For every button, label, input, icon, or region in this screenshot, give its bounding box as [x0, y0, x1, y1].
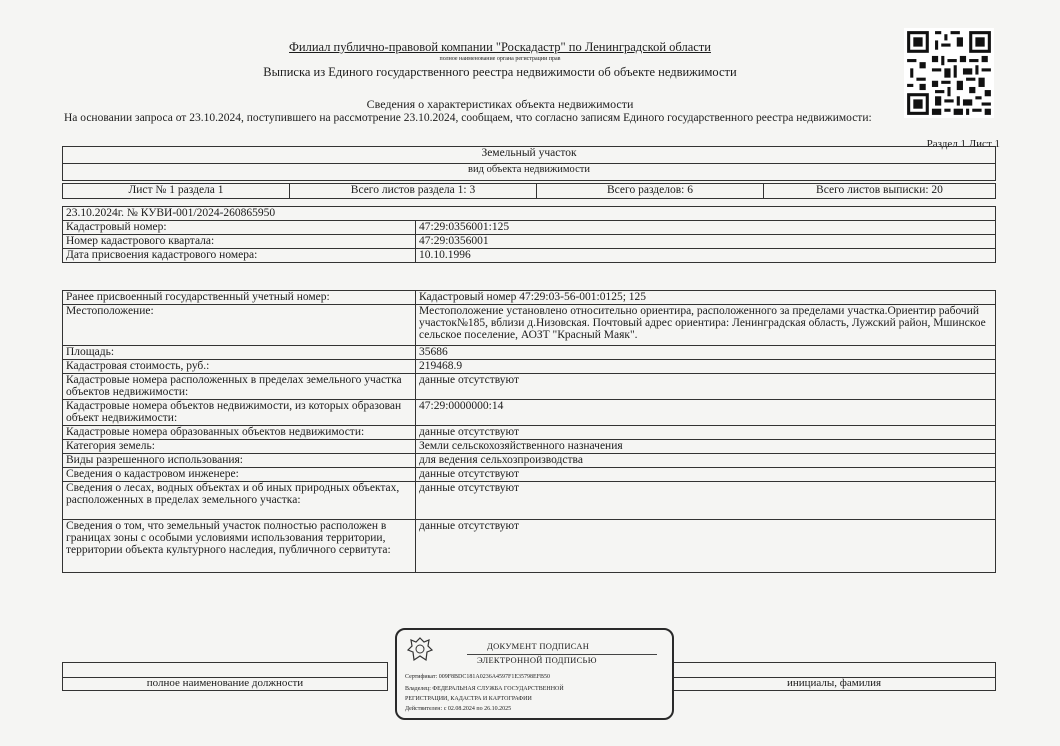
sections-total: Всего разделов: 6: [537, 184, 764, 199]
name-cell: [673, 663, 996, 678]
table-row: [63, 482, 996, 520]
row-value: данные отсутствуют: [416, 374, 996, 400]
request-number: 23.10.2024г. № КУВИ-001/2024-260865950: [63, 207, 996, 221]
org-caption: полное наименование органа регистрации прав: [439, 56, 561, 62]
row-label: Кадастровые номера расположенных в пределах земельного участка объектов недвижимости:: [63, 374, 416, 400]
doc-title: Выписка из Единого государственного реестра недвижимости об объекте недвижимости: [263, 65, 737, 79]
name-caption: инициалы, фамилия: [673, 678, 996, 691]
characteristics-table: [62, 290, 996, 573]
object-type-table: [62, 146, 996, 181]
row-label: Кадастровый номер:: [63, 221, 416, 235]
row-value: данные отсутствуют: [416, 468, 996, 482]
table-row: [63, 346, 996, 360]
row-label: Местоположение:: [63, 305, 416, 346]
row-label: Сведения о том, что земельный участок полностью расположен в границах зоны с особыми условиями использования территории, территории объекта культурного наследия, публичного сервитута:: [63, 520, 416, 573]
table-row: [63, 400, 996, 426]
row-value: 47:29:0356001:125: [416, 221, 996, 235]
table-row: [63, 235, 996, 249]
sheets-in-section: Всего листов раздела 1: 3: [290, 184, 537, 199]
row-value: 219468.9: [416, 360, 996, 374]
position-cell: [63, 663, 388, 678]
table-row: [63, 426, 996, 440]
section-title: Сведения о характеристиках объекта недвижимости: [366, 97, 634, 111]
row-label: Виды разрешенного использования:: [63, 454, 416, 468]
row-label: Номер кадастрового квартала:: [63, 235, 416, 249]
row-value: 35686: [416, 346, 996, 360]
sheet-number: Лист № 1 раздела 1: [63, 184, 290, 199]
table-row: [63, 440, 996, 454]
stamp-cert: Сертификат: 009F8BDC181A0236A4597F1E35798EFB50: [405, 674, 551, 680]
position-caption: полное наименование должности: [63, 678, 388, 691]
table-row: [63, 520, 996, 573]
row-label: Кадастровые номера объектов недвижимости, из которых образован объект недвижимости:: [63, 400, 416, 426]
stamp-rule: [467, 654, 657, 655]
row-label: Ранее присвоенный государственный учетный номер:: [63, 291, 416, 305]
row-value: данные отсутствуют: [416, 482, 996, 520]
qr-code-icon: [904, 28, 994, 118]
stamp-valid: Действителен: с 02.08.2024 по 26.10.2025: [405, 706, 512, 712]
row-value: Местоположение установлено относительно ориентира, расположенного за пределами участка.Ориентир рабочий участок№185, вблизи д.Низовская. Почтовый адрес ориентира: Ленинградская область, Лужский район, Мшинское сельское поселение, АОЗТ "Красный Маяк".: [416, 305, 996, 346]
row-label: Дата присвоения кадастрового номера:: [63, 249, 416, 263]
row-label: Категория земель:: [63, 440, 416, 454]
sheets-table: [62, 183, 996, 199]
row-label: Площадь:: [63, 346, 416, 360]
object-type-caption: вид объекта недвижимости: [63, 164, 996, 181]
table-row: [63, 221, 996, 235]
row-label: Сведения о кадастровом инженере:: [63, 468, 416, 482]
stamp-line2: ЭЛЕКТРОННОЙ ПОДПИСЬЮ: [477, 655, 597, 665]
org-name: Филиал публично-правовой компании "Роскадастр" по Ленинградской области: [289, 40, 711, 54]
stamp-owner: Владелец: ФЕДЕРАЛЬНАЯ СЛУЖБА ГОСУДАРСТВЕННОЙ: [405, 686, 564, 692]
stamp-owner2: РЕГИСТРАЦИИ, КАДАСТРА И КАРТОГРАФИИ: [405, 696, 532, 702]
table-row: [63, 374, 996, 400]
sheets-total: Всего листов выписки: 20: [764, 184, 996, 199]
stamp-line1: ДОКУМЕНТ ПОДПИСАН: [487, 641, 590, 651]
e-signature-stamp: [395, 628, 674, 720]
table-row: [63, 249, 996, 263]
table-row: [63, 291, 996, 305]
ident-table: [62, 206, 996, 263]
row-value: данные отсутствуют: [416, 426, 996, 440]
row-value: 10.10.1996: [416, 249, 996, 263]
emblem-icon: [407, 636, 433, 664]
row-value: данные отсутствуют: [416, 520, 996, 573]
row-value: Кадастровый номер 47:29:03-56-001:0125; 125: [416, 291, 996, 305]
row-label: Кадастровая стоимость, руб.:: [63, 360, 416, 374]
table-row: [63, 454, 996, 468]
table-row: [63, 360, 996, 374]
section-label: Раздел 1 Лист 1: [926, 138, 1000, 150]
table-row: [63, 468, 996, 482]
row-value: 47:29:0000000:14: [416, 400, 996, 426]
table-row: [63, 305, 996, 346]
row-value: Земли сельскохозяйственного назначения: [416, 440, 996, 454]
basis-text: На основании запроса от 23.10.2024, поступившего на рассмотрение 23.10.2024, сообщаем, что согласно записям Единого государственного реестра недвижимости:: [64, 112, 872, 124]
row-label: Сведения о лесах, водных объектах и об иных природных объектах, расположенных в пределах земельного участка:: [63, 482, 416, 520]
row-value: 47:29:0356001: [416, 235, 996, 249]
row-value: для ведения сельхозпроизводства: [416, 454, 996, 468]
row-label: Кадастровые номера образованных объектов недвижимости:: [63, 426, 416, 440]
object-type: Земельный участок: [63, 147, 996, 164]
